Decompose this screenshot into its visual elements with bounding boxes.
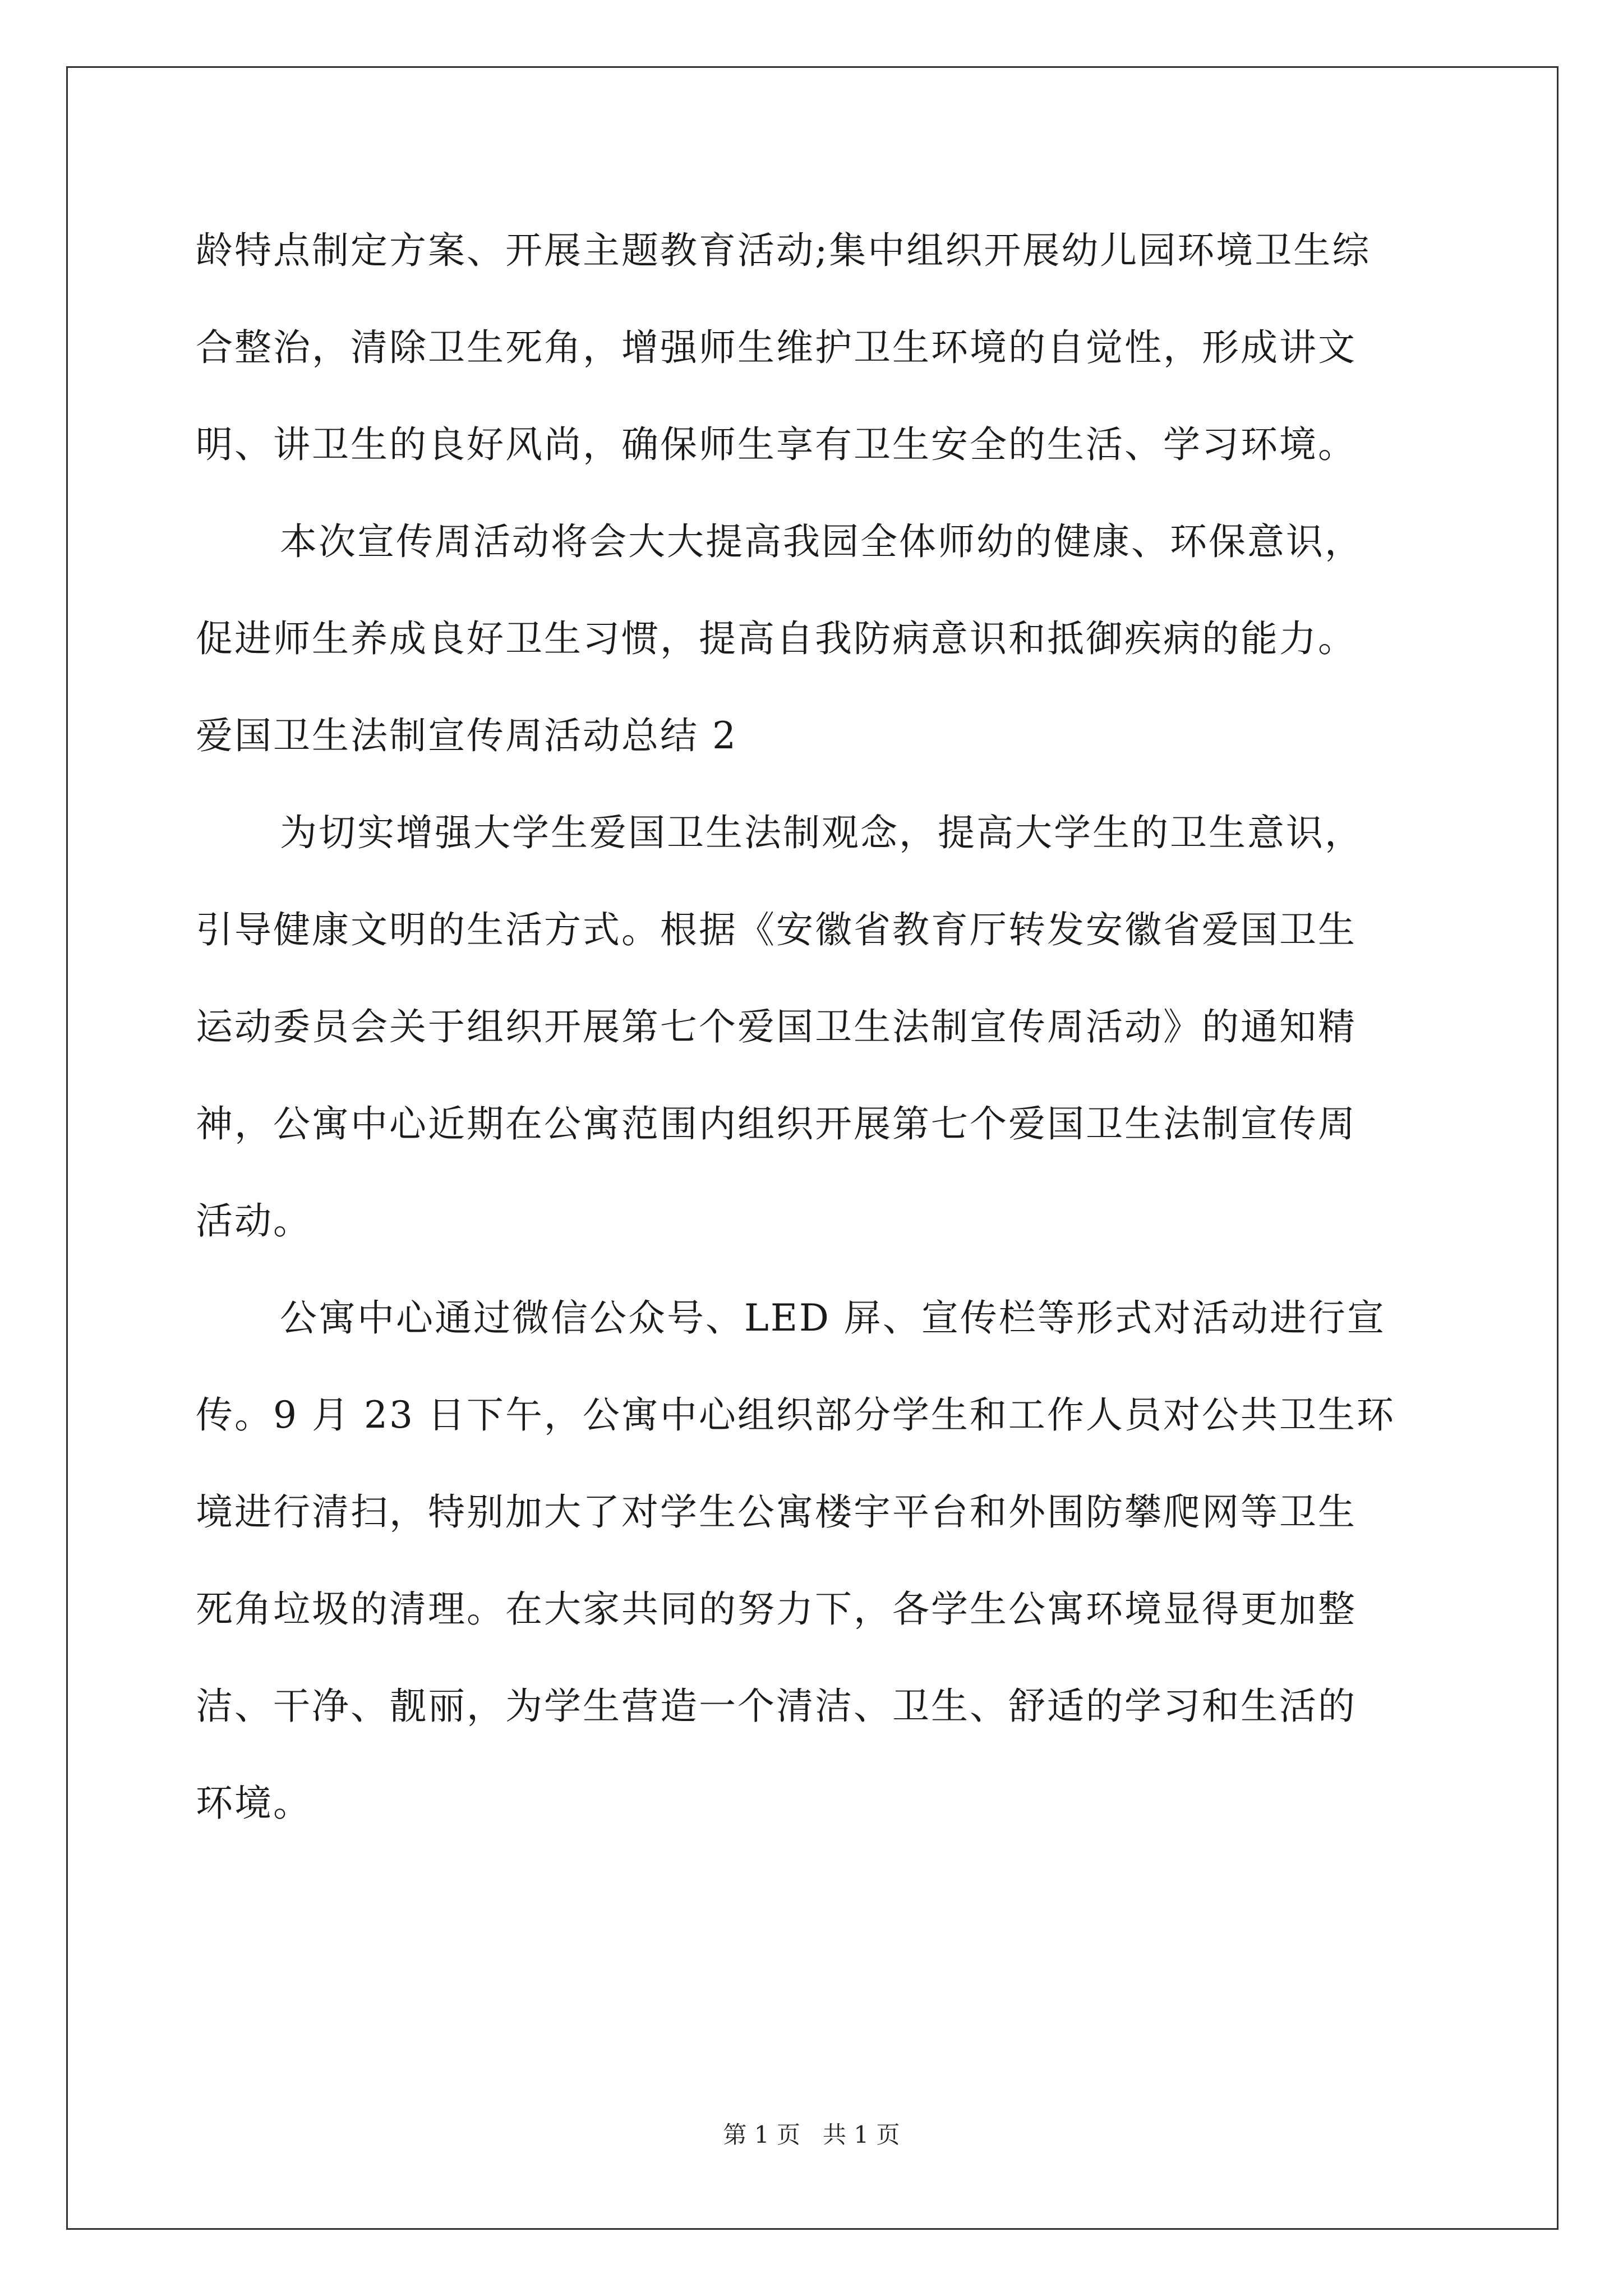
text-line: 合整治，清除卫生死角，增强师生维护卫生环境的自觉性，形成讲文 (196, 326, 1357, 369)
page-footer (0, 2116, 1623, 2150)
text-line: 死角垃圾的清理。在大家共同的努力下，各学生公寓环境显得更加整 (196, 1588, 1357, 1631)
text-line: 龄特点制定方案、开展主题教育活动;集中组织开展幼儿园环境卫生综 (196, 229, 1371, 272)
text-line: 促进师生养成良好卫生习惯，提高自我防病意识和抵御疾病的能力。 (196, 617, 1357, 660)
text-line: 引导健康文明的生活方式。根据《安徽省教育厅转发安徽省爱国卫生 (196, 908, 1357, 951)
text-line: 明、讲卫生的良好风尚，确保师生享有卫生安全的生活、学习环境。 (196, 423, 1357, 466)
text-line: 境进行清扫，特别加大了对学生公寓楼宇平台和外围防攀爬网等卫生 (196, 1490, 1357, 1534)
text-line: 神，公寓中心近期在公寓范围内组织开展第七个爱国卫生法制宣传周 (196, 1102, 1357, 1145)
paragraph-first-line: 公寓中心通过微信公众号、LED 屏、宣传栏等形式对活动进行宣 (280, 1296, 1386, 1340)
text-line: 活动。 (196, 1199, 312, 1243)
text-line: 洁、干净、靓丽，为学生营造一个清洁、卫生、舒适的学习和生活的 (196, 1685, 1357, 1728)
paragraph-first-line: 为切实增强大学生爱国卫生法制观念，提高大学生的卫生意识， (280, 811, 1363, 854)
page-total: 共 1 页 (823, 2121, 900, 2148)
text-line: 环境。 (196, 1782, 312, 1825)
section-heading: 爱国卫生法制宣传周活动总结 2 (196, 714, 737, 757)
page-number: 第 1 页 (723, 2121, 800, 2148)
text-line: 传。9 月 23 日下午，公寓中心组织部分学生和工作人员对公共卫生环 (196, 1393, 1395, 1437)
text-line: 运动委员会关于组织开展第七个爱国卫生法制宣传周活动》的通知精 (196, 1005, 1357, 1048)
document-body (196, 202, 1430, 1852)
paragraph-first-line: 本次宣传周活动将会大大提高我园全体师幼的健康、环保意识， (280, 520, 1363, 563)
